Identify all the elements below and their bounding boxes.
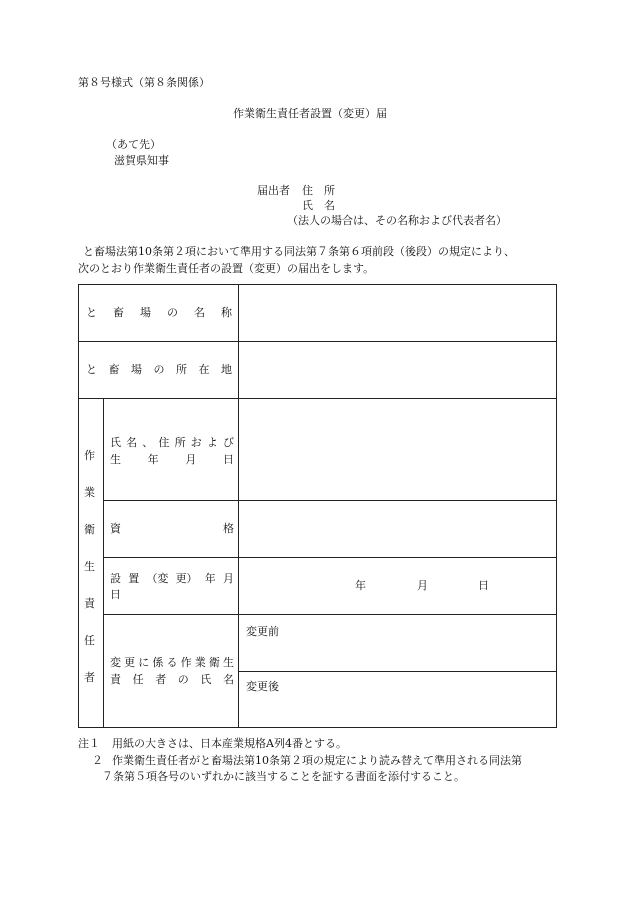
change-manager-label-line1: 変 更 に 係 る 作 業 衛 生 (110, 656, 234, 669)
document-title: 作業衛生責任者設置（変更）届 (233, 107, 387, 120)
addressee-name: 滋賀県知事 (114, 154, 169, 167)
applicant-name-label: 氏 名 (302, 199, 335, 212)
facility-name-label: と 畜 場 の 名 称 (86, 306, 232, 319)
installation-date-label-line2: 日 (110, 588, 121, 601)
facility-location-label: と 畜 場 の 所 在 地 (86, 363, 232, 376)
name-address-birth-label-line1: 氏 名 、 住 所 お よ び (110, 436, 234, 449)
note2-text-line1: 作業衛生責任者がと畜場法第10条第２項の規定により読み替えて準用される同法第 (112, 754, 522, 767)
facility-location-field[interactable] (240, 343, 555, 397)
qualification-field[interactable] (240, 502, 555, 556)
addressee-prefix: （あて先） (106, 138, 161, 151)
qualification-label: 資 格 (110, 522, 234, 535)
date-day-label: 日 (478, 579, 489, 592)
before-change-label: 変更前 (246, 625, 279, 638)
note2-prefix: ２ (92, 754, 103, 767)
applicant-address-label: 住 所 (302, 184, 335, 197)
name-address-birth-field[interactable] (240, 400, 555, 499)
change-manager-label-line2: 責 任 者 の 氏 名 (110, 673, 234, 686)
note1-prefix: 注１ (78, 737, 100, 750)
applicant-note: （法人の場合は、その名称および代表者名） (287, 214, 507, 227)
before-change-field[interactable] (240, 616, 555, 670)
note2-text-line2: ７条第５項各号のいずれかに該当することを証する書面を添付すること。 (102, 770, 465, 783)
form-number: 第８号様式（第８条関係） (78, 76, 210, 89)
name-address-birth-label-line2: 生 年 月 日 (110, 453, 234, 466)
applicant-label: 届出者 (257, 184, 290, 197)
facility-name-field[interactable] (240, 286, 555, 340)
date-month-label: 月 (417, 579, 428, 592)
note1-text: 用紙の大きさは、日本産業規格A列4番とする。 (112, 737, 347, 750)
after-change-field[interactable] (240, 673, 555, 726)
date-year-label: 年 (355, 579, 366, 592)
after-change-label: 変更後 (246, 680, 279, 693)
installation-date-label-line1: 設 置 （変 更） 年 月 (110, 572, 234, 585)
body-text-line1: と畜場法第10条第２項において準用する同法第７条第６項前段（後段）の規定により、 (72, 245, 515, 258)
body-text-line2: 次のとおり作業衛生責任者の設置（変更）の届出をします。 (78, 262, 375, 275)
installation-date-field[interactable] (240, 559, 555, 613)
